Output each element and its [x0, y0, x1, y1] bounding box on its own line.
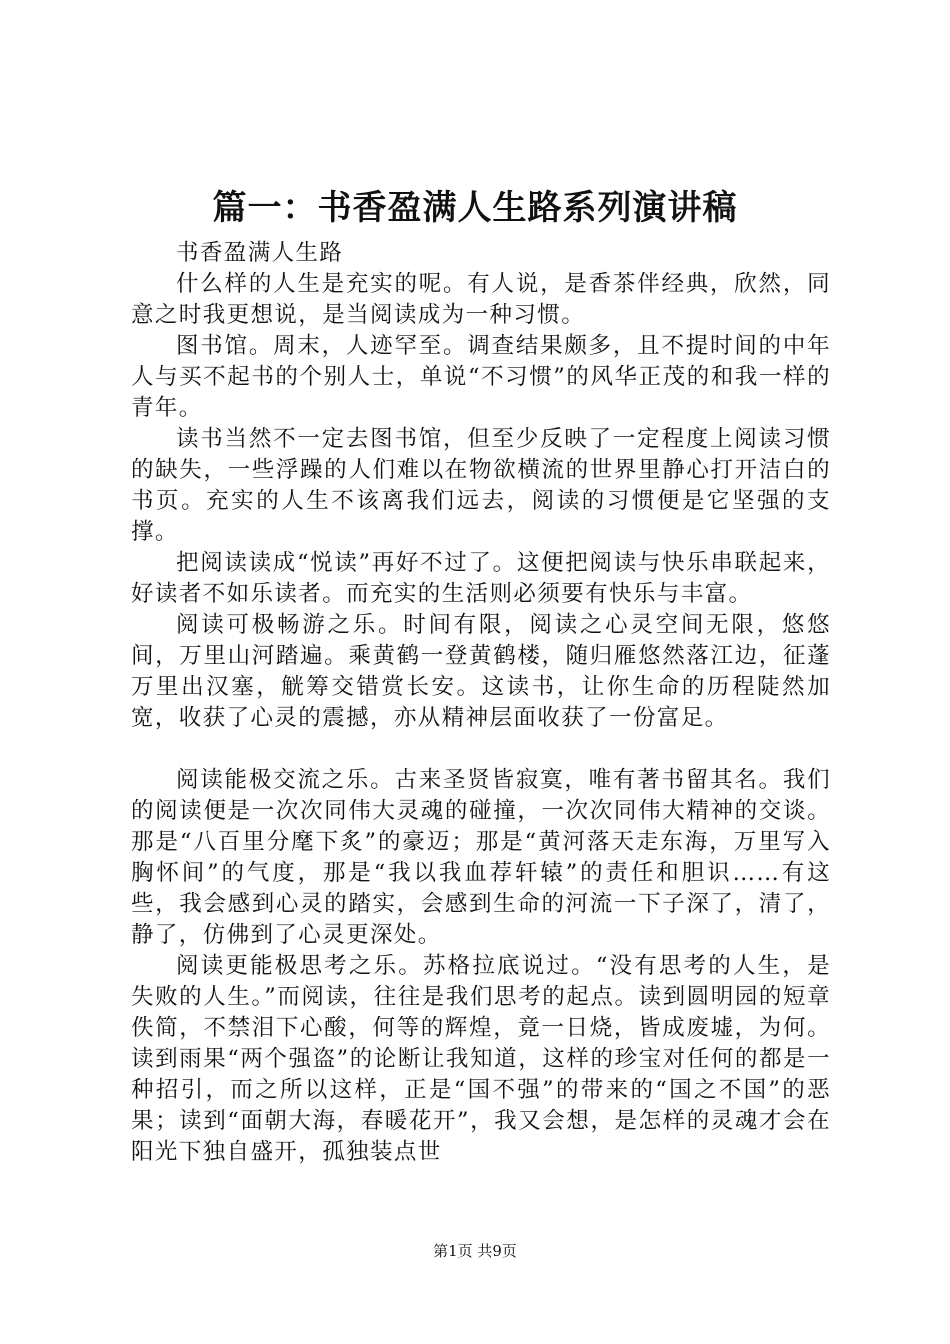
body-paragraph: 图书馆。周末，人迹罕至。调查结果颇多，且不提时间的中年人与买不起书的个别人士，单说“不习惯”的风华正茂的和我一样的青年。: [131, 333, 831, 421]
body-paragraph: 读书当然不一定去图书馆，但至少反映了一定程度上阅读习惯的缺失，一些浮躁的人们难以在物欲横流的世界里静心打开洁白的书页。充实的人生不该离我们远去，阅读的习惯便是它坚强的支撑。: [131, 426, 831, 545]
subtitle-paragraph: 书香盈满人生路: [176, 240, 344, 266]
document-body: [131, 238, 831, 1168]
body-paragraph: 什么样的人生是充实的呢。有人说，是香茶伴经典，欣然，同意之时我更想说，是当阅读成为一种习惯。: [131, 271, 831, 328]
body-paragraph: 阅读更能极思考之乐。苏格拉底说过。“没有思考的人生，是失败的人生。”而阅读，往往是我们思考的起点。读到圆明园的短章佚简，不禁泪下心酸，何等的辉煌，竟一日烧，皆成废墟，为何。读到雨果“两个强盗”的论断让我知道，这样的珍宝对任何的都是一种招引，而之所以这样，正是“国不强”的带来的“国之不国”的恶果；读到“面朝大海，春暖花开”，我又会想，是怎样的灵魂才会在阳光下独自盛开，孤独装点世: [131, 953, 831, 1165]
document-title: 篇一：书香盈满人生路系列演讲稿: [212, 188, 738, 228]
body-paragraph: 阅读能极交流之乐。古来圣贤皆寂寞，唯有著书留其名。我们的阅读便是一次次同伟大灵魂的碰撞，一次次同伟大精神的交谈。那是“八百里分麾下炙”的豪迈；那是“黄河落天走东海，万里写入胸怀间”的气度，那是“我以我血荐轩辕”的责任和胆识……有这些，我会感到心灵的踏实，会感到生命的河流一下子深了，清了，静了，仿佛到了心灵更深处。: [131, 767, 831, 948]
body-paragraph: 阅读可极畅游之乐。时间有限，阅读之心灵空间无限，悠悠间，万里山河踏遍。乘黄鹤一登黄鹤楼，随归雁悠然落江边，征蓬万里出汉塞，觥筹交错赏长安。这读书，让你生命的历程陡然加宽，收获了心灵的震撼，亦从精神层面收获了一份富足。: [131, 612, 831, 731]
page-number-footer: 第1页 共9页: [433, 1242, 517, 1260]
body-paragraph: 把阅读读成“悦读”再好不过了。这便把阅读与快乐串联起来，好读者不如乐读者。而充实的生活则必须要有快乐与丰富。: [131, 550, 831, 607]
